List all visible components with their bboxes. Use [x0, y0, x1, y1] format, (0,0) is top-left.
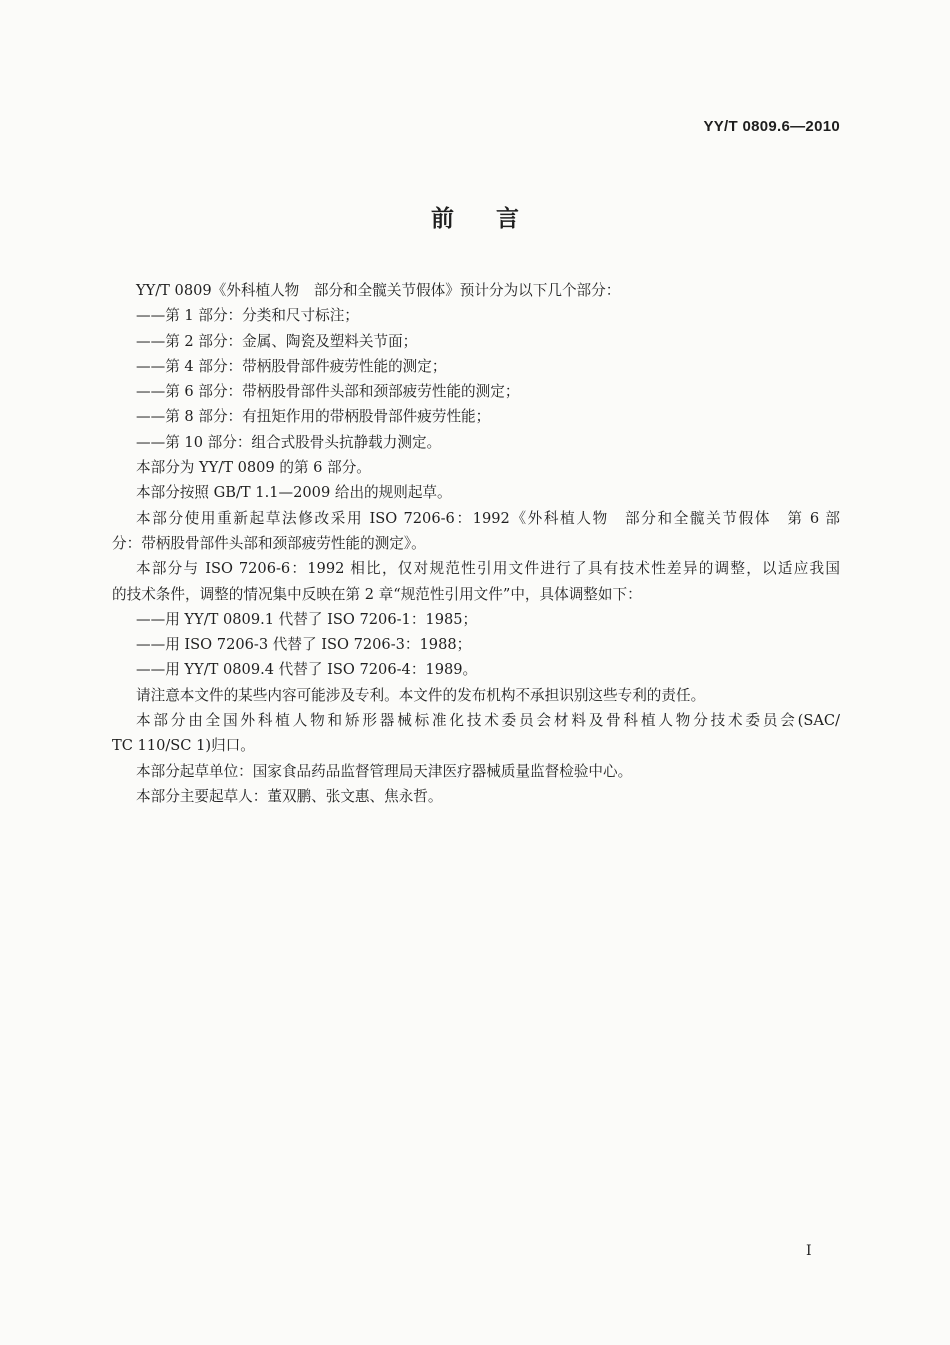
page-title-text: 前言 [431, 205, 561, 232]
foreword-body [112, 278, 840, 809]
text-line: ——第 10 部分：组合式股骨头抗静载力测定。 [136, 433, 442, 451]
text-line: ——第 4 部分：带柄股骨部件疲劳性能的测定； [136, 357, 447, 375]
page-number: I [806, 1243, 812, 1259]
text-line: ——用 YY/T 0809.1 代替了 ISO 7206-1：1985； [136, 610, 478, 628]
page-title [0, 200, 950, 233]
text-line: ——用 ISO 7206-3 代替了 ISO 7206-3：1988； [136, 636, 472, 654]
text-line: ——第 6 部分：带柄股骨部件头部和颈部疲劳性能的测定； [136, 383, 520, 401]
text-line: 请注意本文件的某些内容可能涉及专利。本文件的发布机构不承担识别这些专利的责任。 [136, 686, 706, 704]
text-line: YY/T 0809《外科植人物 部分和全髋关节假体》预计分为以下几个部分： [136, 282, 621, 299]
text-line: 本部分起草单位：国家食品药品监督管理局天津医疗器械质量监督检验中心。 [136, 762, 633, 780]
text-line: ——第 8 部分：有扭矩作用的带柄股骨部件疲劳性能； [136, 408, 491, 426]
text-line: 本部分主要起草人：董双鹏、张文惠、焦永哲。 [136, 787, 443, 805]
text-line: 本部分按照 GB/T 1.1—2009 给出的规则起草。 [136, 484, 452, 502]
text-line: 本部分由全国外科植人物和矫形器械标准化技术委员会材料及骨科植人物分技术委员会(SAC/ [136, 712, 840, 730]
text-line: ——用 YY/T 0809.4 代替了 ISO 7206-4：1989。 [136, 661, 478, 679]
standard-number: YY/T 0809.6—2010 [703, 118, 840, 135]
text-line: 本部分与 ISO 7206-6：1992 相比，仅对规范性引用文件进行了具有技术性差异的调整，以适应我国 [136, 560, 840, 578]
text-line: ——第 1 部分：分类和尺寸标注； [136, 307, 359, 325]
text-line: 本部分使用重新起草法修改采用 ISO 7206-6：1992《外科植人物 部分和全髋关节假体 第 6 部 [136, 509, 840, 527]
text-line: 本部分为 YY/T 0809 的第 6 部分。 [136, 459, 371, 477]
text-line: 分：带柄股骨部件头部和颈部疲劳性能的测定》。 [112, 534, 426, 552]
text-line: 的技术条件，调整的情况集中反映在第 2 章“规范性引用文件”中，具体调整如下： [112, 585, 642, 603]
text-line: ——第 2 部分：金属、陶瓷及塑料关节面； [136, 332, 418, 350]
text-line: TC 110/SC 1)归口。 [112, 737, 255, 755]
